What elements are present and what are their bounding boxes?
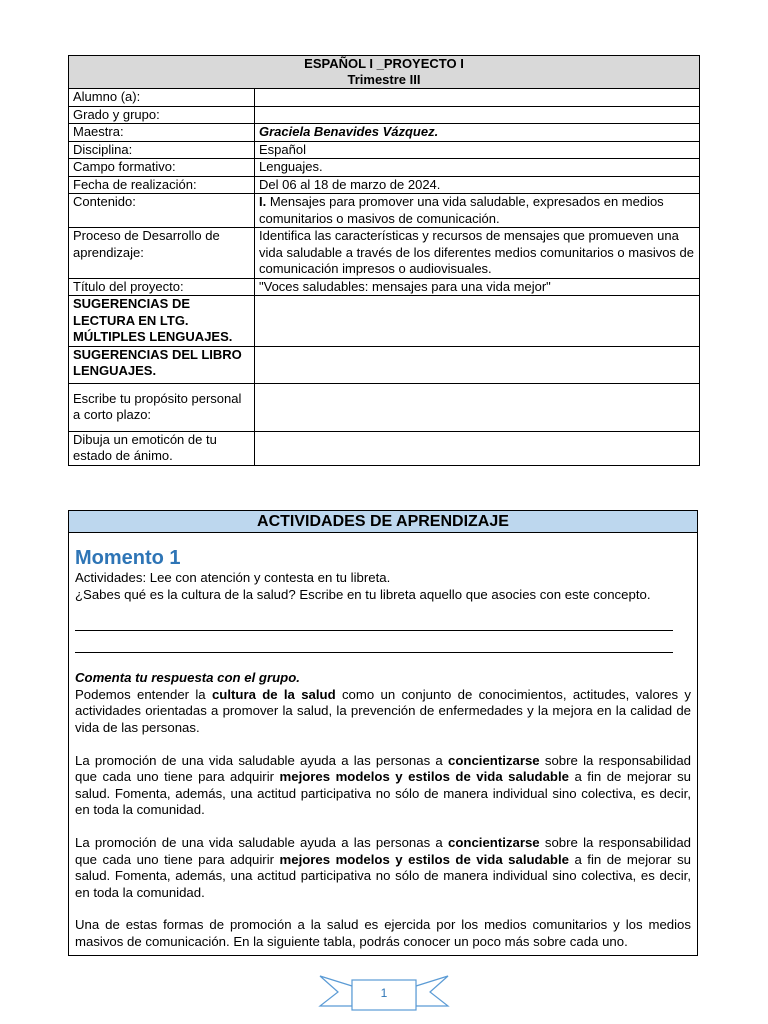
sugerencias-libro-value bbox=[255, 346, 700, 383]
maestra-value: Graciela Benavides Vázquez. bbox=[255, 124, 700, 142]
p1-text-c: como un conjunto de conocimientos, actitudes, valores y actividades orientadas a promover la salud, la prevención de enfermedades y la mejora en la calidad de vida de las personas. bbox=[75, 686, 691, 735]
paragraph-1 bbox=[75, 687, 691, 737]
project-info-table bbox=[68, 55, 700, 466]
p2-text-c: sobre la responsabilidad que cada uno tiene para adquirir bbox=[75, 752, 691, 785]
instructions-text: Actividades: Lee con atención y contesta en tu libreta. bbox=[75, 570, 391, 585]
sugerencias-ltg-value bbox=[255, 296, 700, 347]
comment-prompt: Comenta tu respuesta con el grupo. bbox=[75, 670, 300, 686]
paragraph-3 bbox=[75, 835, 691, 901]
p2-bold-d: mejores modelos y estilos de vida saludable bbox=[279, 769, 569, 785]
disciplina-value: Español bbox=[255, 141, 700, 159]
activities-header: ACTIVIDADES DE APRENDIZAJE bbox=[69, 511, 697, 533]
p3-bold-d: mejores modelos y estilos de vida saludable bbox=[279, 851, 569, 867]
moment-title: Momento 1 bbox=[75, 547, 181, 569]
titulo-label: Título del proyecto: bbox=[69, 278, 255, 296]
page-number: 1 bbox=[380, 986, 388, 1000]
contenido-prefix: I. bbox=[259, 194, 267, 209]
emoticon-label: Dibuja un emoticón de tu estado de ánimo. bbox=[69, 431, 255, 465]
campo-label: Campo formativo: bbox=[69, 159, 255, 177]
table-header bbox=[69, 56, 700, 89]
paragraph-4: Una de estas formas de promoción a la salud es ejercida por los medios comunitarios y los medios masivos de comunicación. En la siguiente tabla, podrás conocer un poco más sobre cada uno. bbox=[75, 917, 691, 949]
p3-bold-b: concientizarse bbox=[448, 834, 540, 850]
maestra-label: Maestra: bbox=[69, 124, 255, 142]
grado-value bbox=[255, 106, 700, 124]
sugerencias-ltg-label: SUGERENCIAS DE LECTURA EN LTG. MÚLTIPLES LENGUAJES. bbox=[69, 296, 255, 347]
p2-text-a: La promoción de una vida saludable ayuda a las personas a bbox=[75, 752, 448, 768]
activities-section bbox=[68, 510, 698, 956]
question-text: ¿Sabes qué es la cultura de la salud? Escribe en tu libreta aquello que asocies con este concepto. bbox=[75, 586, 651, 602]
titulo-value: "Voces saludables: mensajes para una vida mejor" bbox=[255, 278, 700, 296]
grado-label: Grado y grupo: bbox=[69, 106, 255, 124]
trimester-label: Trimestre III bbox=[347, 72, 421, 87]
p2-text-e: a fin de mejorar su salud. Fomenta, además, una actitud participativa no sólo de manera individual sino colectiva, es decir, en toda la comunidad. bbox=[75, 769, 691, 818]
paragraph-2 bbox=[75, 753, 691, 819]
project-title: ESPAÑOL I _PROYECTO I bbox=[304, 56, 464, 71]
p2-bold-b: concientizarse bbox=[448, 752, 540, 768]
activities-body bbox=[69, 533, 697, 951]
sugerencias-libro-label: SUGERENCIAS DEL LIBRO LENGUAJES. bbox=[69, 346, 255, 383]
proposito-label: Escribe tu propósito personal a corto plazo: bbox=[69, 383, 255, 431]
p3-text-e: a fin de mejorar su salud. Fomenta, además, una actitud participativa no sólo de manera individual sino colectiva, es decir, en toda la comunidad. bbox=[75, 851, 691, 900]
p3-text-a: La promoción de una vida saludable ayuda a las personas a bbox=[75, 834, 448, 850]
p1-text-a: Podemos entender la bbox=[75, 686, 212, 702]
p1-bold: cultura de la salud bbox=[211, 686, 336, 702]
contenido-label: Contenido: bbox=[69, 194, 255, 228]
campo-value: Lenguajes. bbox=[255, 159, 700, 177]
p3-text-c: sobre la responsabilidad que cada uno tiene para adquirir bbox=[75, 834, 691, 867]
contenido-text: Mensajes para promover una vida saludable, expresados en medios comunitarios o masivos de comunicación. bbox=[259, 194, 664, 226]
fecha-label: Fecha de realización: bbox=[69, 176, 255, 194]
disciplina-label: Disciplina: bbox=[69, 141, 255, 159]
contenido-value bbox=[255, 194, 700, 228]
emoticon-value bbox=[255, 431, 700, 465]
fecha-value: Del 06 al 18 de marzo de 2024. bbox=[255, 176, 700, 194]
alumno-label: Alumno (a): bbox=[69, 89, 255, 107]
proceso-label: Proceso de Desarrollo de aprendizaje: bbox=[69, 228, 255, 279]
alumno-value bbox=[255, 89, 700, 107]
proposito-value bbox=[255, 383, 700, 431]
proceso-value: Identifica las características y recursos de mensajes que promueven una vida saludable a través de los diferentes medios comunitarios o masivos de comunicación impresos o audiovisuales. bbox=[255, 228, 700, 279]
